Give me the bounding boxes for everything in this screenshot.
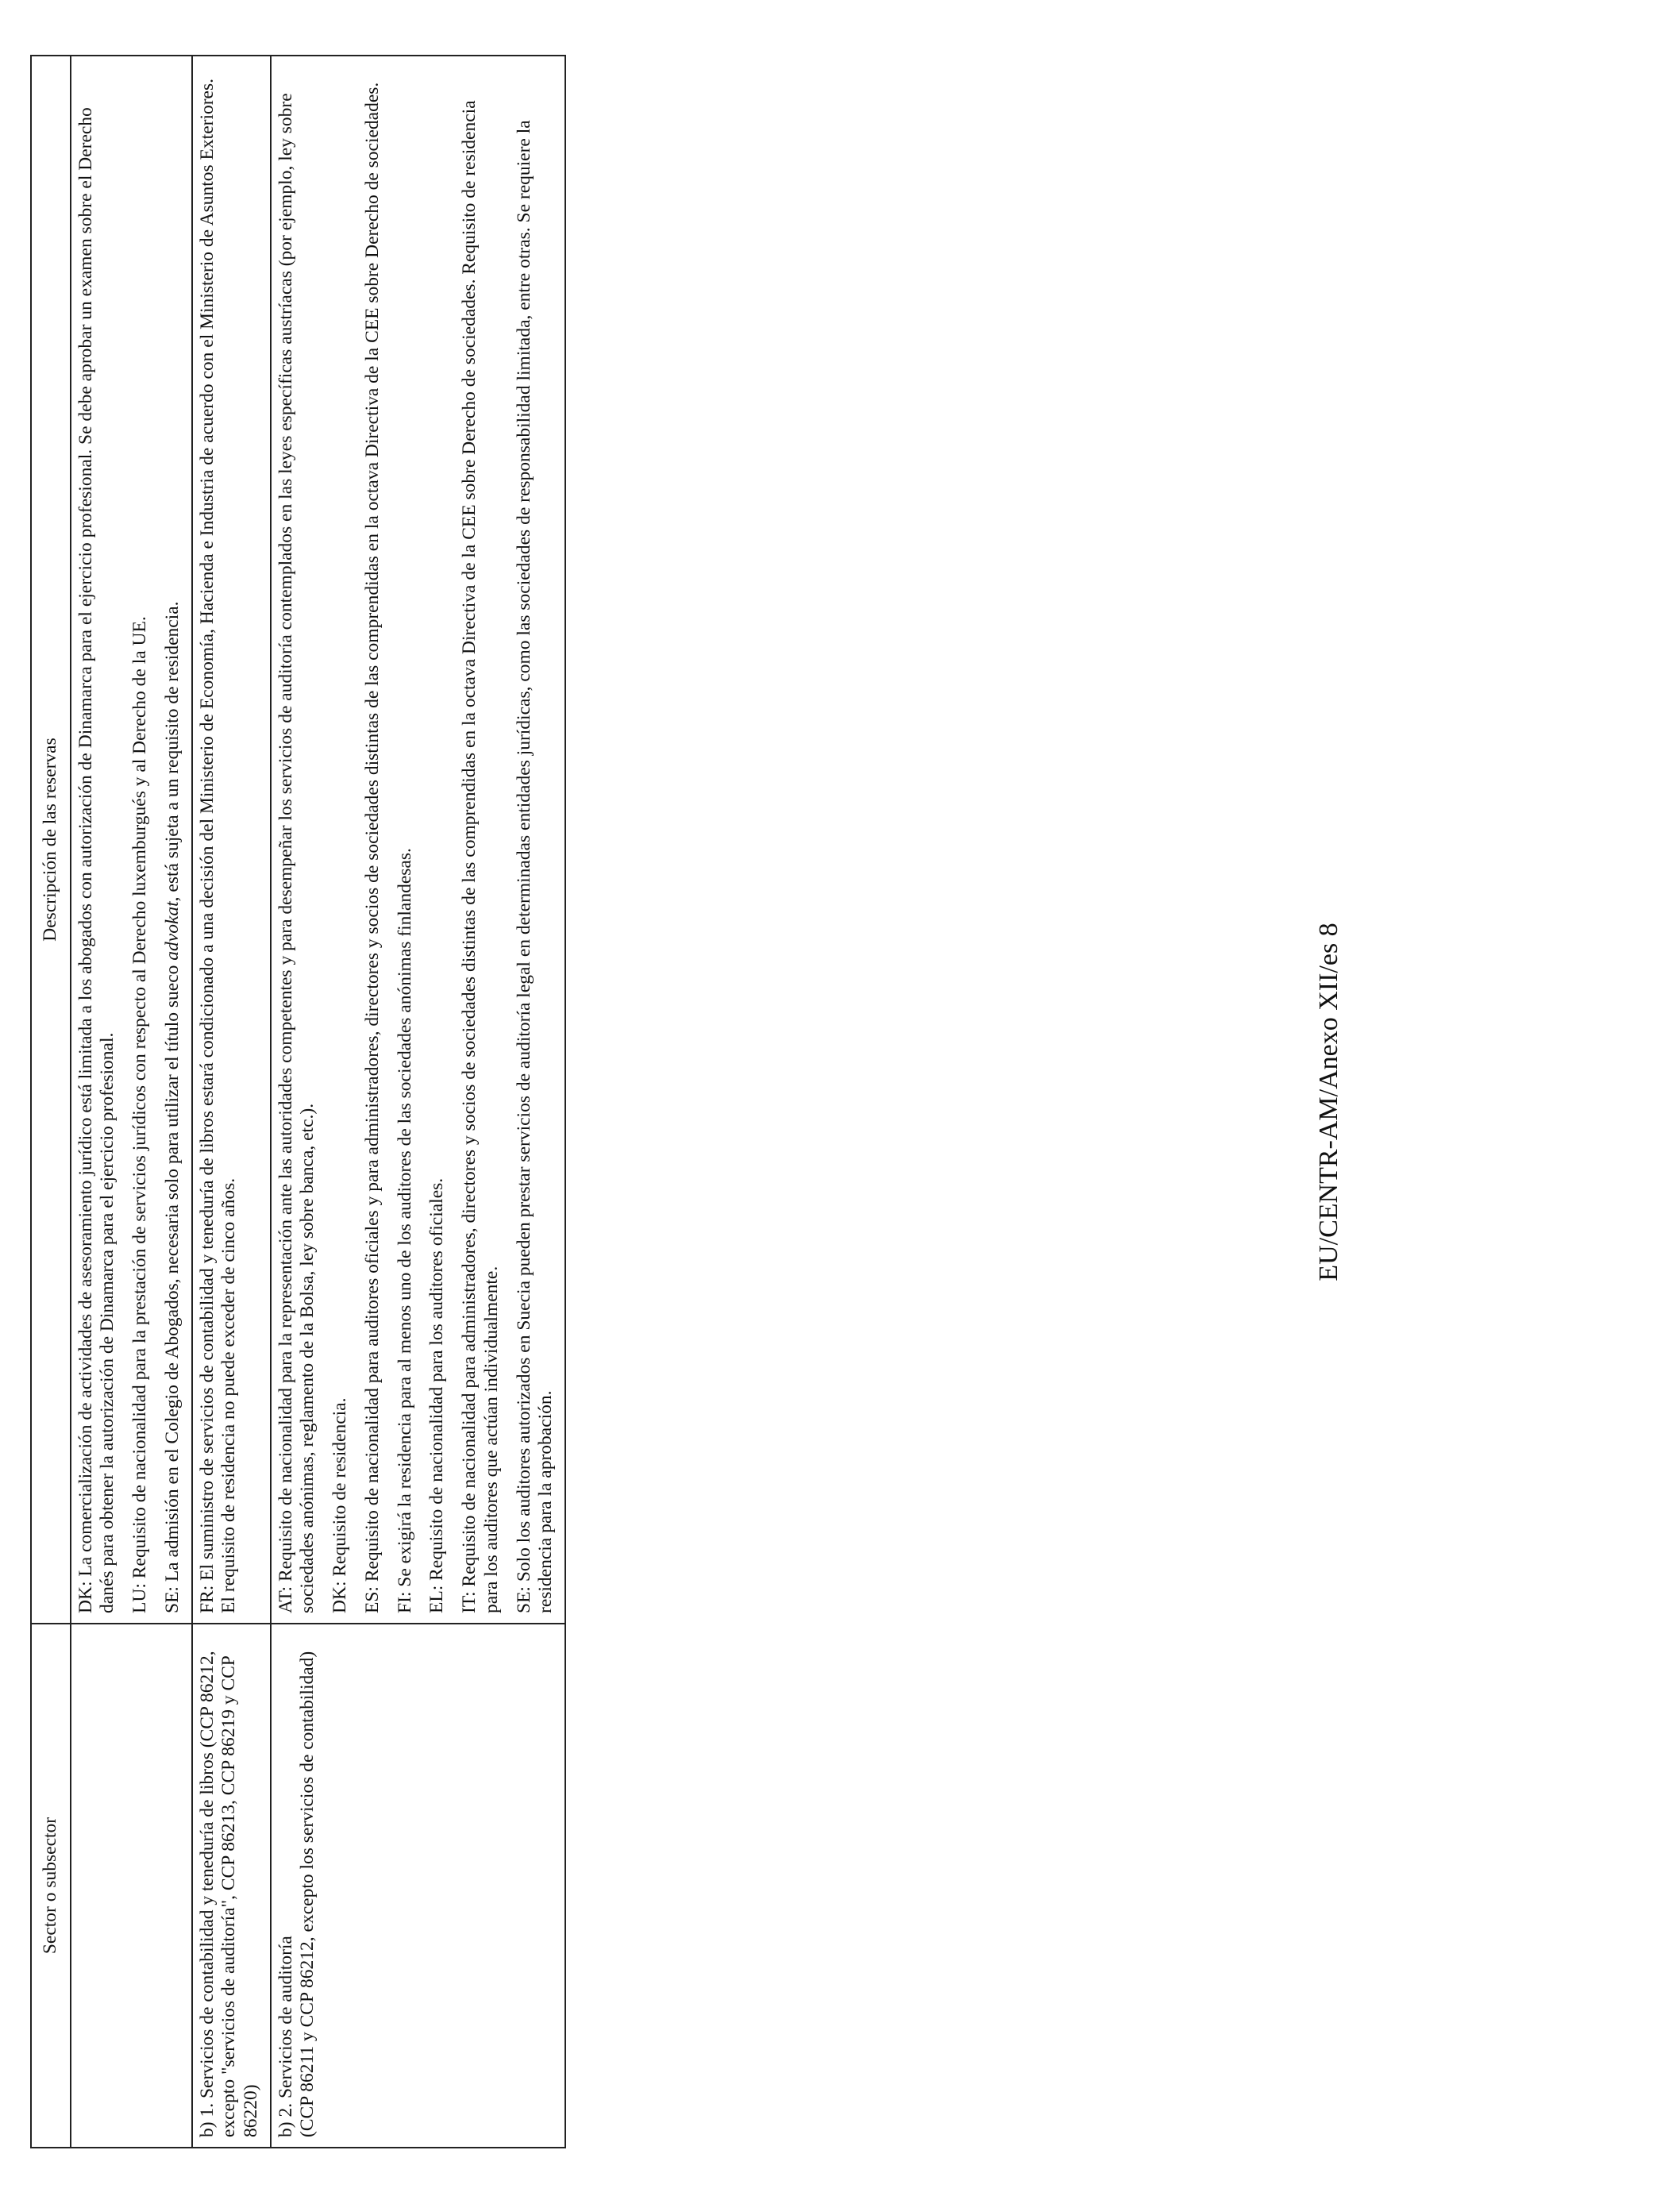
table-body bbox=[71, 56, 565, 2148]
description-cell bbox=[271, 56, 565, 1624]
sector-line: b) 2. Servicios de auditoría bbox=[275, 1936, 296, 2137]
paragraph-text: SE: La admisión en el Colegio de Abogados, necesaria solo para utilizar el título sueco bbox=[161, 960, 183, 1613]
table-row bbox=[271, 56, 565, 2148]
reservation-paragraph bbox=[162, 66, 184, 1613]
table-row bbox=[192, 56, 271, 2148]
reservation-paragraph: IT: Requisito de nacionalidad para administradores, directores y socios de sociedades distintas de las comprendidas en la octava Directiva de la CEE sobre Derecho de sociedades. Requisito de residencia para los auditores que actúan individualmente. bbox=[459, 100, 502, 1613]
paragraph-text: , está sujeta a un requisito de residencia. bbox=[161, 601, 183, 902]
table-header-row bbox=[31, 56, 71, 2148]
reservation-paragraph: LU: Requisito de nacionalidad para la prestación de servicios jurídicos con respecto al Derecho luxemburgués y al Derecho de la UE. bbox=[129, 616, 151, 1613]
rotated-page bbox=[0, 24, 1639, 2180]
sector-cell bbox=[71, 1624, 192, 2148]
reservation-paragraph: ES: Requisito de nacionalidad para auditores oficiales y para administradores, directores y socios de sociedades distintas de las comprendidas en la octava Directiva de la CEE sobre Derecho de sociedades. bbox=[361, 82, 383, 1613]
reservation-paragraph: AT: Requisito de nacionalidad para la representación ante las autoridades competentes y para desempeñar los servicios de auditoría contemplados en las leyes específicas austríacas (por ejemplo, ley sobre sociedades anónimas, reglamento de la Bolsa, ley sobre banca, etc.). bbox=[275, 93, 318, 1613]
sector-cell bbox=[192, 1624, 271, 2148]
header-description: Descripción de las reservas bbox=[31, 56, 71, 1624]
paragraph-italic-term: advokat bbox=[161, 901, 183, 961]
reservation-paragraph: DK: Requisito de residencia. bbox=[329, 1397, 351, 1613]
sector-line: (CCP 86211 y CCP 86212, excepto los servicios de contabilidad) bbox=[297, 1651, 318, 2137]
sector-line: b) 1. Servicios de contabilidad y teneduría de libros (CCP 86212, excepto "servicios de auditoría", CCP 86213, CCP 86219 y CCP 86220) bbox=[196, 1651, 262, 2137]
reservation-paragraph: DK: La comercialización de actividades de asesoramiento jurídico está limitada a los abogados con autorización de Dinamarca para el ejercicio profesional. Se debe aprobar un examen sobre el Derecho danés para obtener la autorización de Dinamarca para el ejercicio profesional. bbox=[75, 107, 118, 1613]
description-cell bbox=[71, 56, 192, 1624]
reservations-table bbox=[30, 55, 566, 2148]
page-footer: EU/CENTR-AM/Anexo XII/es 8 bbox=[1314, 923, 1343, 1281]
description-cell bbox=[192, 56, 271, 1624]
reservation-paragraph: FR: El suministro de servicios de contabilidad y teneduría de libros estará condicionado a una decisión del Ministerio de Economía, Hacienda e Industria de acuerdo con el Ministerio de Asuntos Exteriores. El requisito de residencia no puede exceder de cinco años. bbox=[196, 78, 240, 1613]
header-sector: Sector o subsector bbox=[31, 1624, 71, 2148]
reservation-paragraph: EL: Requisito de nacionalidad para los auditores oficiales. bbox=[426, 1177, 448, 1613]
reservation-paragraph: FI: Se exigirá la residencia para al menos uno de los auditores de las sociedades anónimas finlandesas. bbox=[394, 848, 415, 1613]
sector-cell bbox=[271, 1624, 565, 2148]
reservation-paragraph: SE: Solo los auditores autorizados en Suecia pueden prestar servicios de auditoría legal en determinadas entidades jurídicas, como las sociedades de responsabilidad limitada, entre otras. Se requiere la residencia para la aprobación. bbox=[513, 120, 557, 1613]
table-row bbox=[71, 56, 192, 2148]
